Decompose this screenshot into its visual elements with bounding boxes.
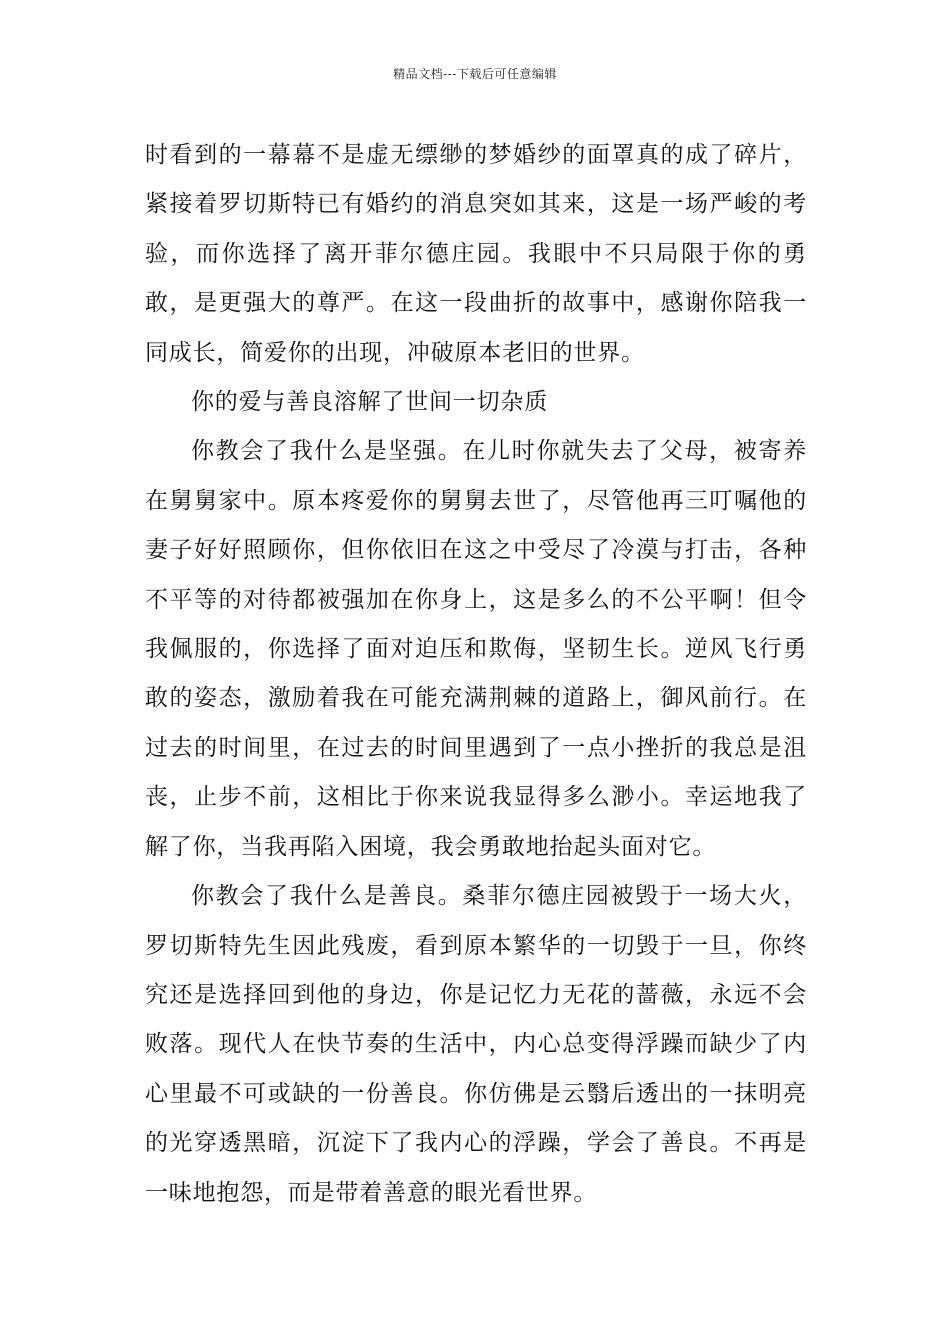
section-heading: 你的爱与善良溶解了世间一切杂质 <box>191 389 548 416</box>
document-body <box>145 131 807 1218</box>
paragraph-3: 你教会了我什么是善良。桑菲尔德庄园被毁于一场大火，罗切斯特先生因此残废，看到原本繁华的一切毁于一旦，你终究还是选择回到他的身边，你是记忆力无花的蔷薇，永远不会败落。现代人在快节奏的生活中，内心总变得浮躁而缺少了内心里最不可或缺的一份善良。你仿佛是云翳后透出的一抹明亮的光穿透黑暗，沉淀下了我内心的浮躁，学会了善良。不再是一味地抱怨，而是带着善意的眼光看世界。 <box>145 883 807 1206</box>
paragraph-1: 时看到的一幕幕不是虚无缥缈的梦婚纱的面罩真的成了碎片，紧接着罗切斯特已有婚约的消息突如其来，这是一场严峻的考验，而你选择了离开菲尔德庄园。我眼中不只局限于你的勇敢，是更强大的尊严。在这一段曲折的故事中，感谢你陪我一同成长，简爱你的出现，冲破原本老旧的世界。 <box>145 142 807 366</box>
page-header: 精品文档---下载后可任意编辑 <box>393 67 557 81</box>
paragraph-2: 你教会了我什么是坚强。在儿时你就失去了父母，被寄养在舅舅家中。原本疼爱你的舅舅去世了，尽管他再三叮嘱他的妻子好好照顾你，但你依旧在这之中受尽了冷漠与打击，各种不平等的对待都被强加在你身上，这是多么的不公平啊！但令我佩服的，你选择了面对迫压和欺侮，坚韧生长。逆风飞行勇敢的姿态，激励着我在可能充满荆棘的道路上，御风前行。在过去的时间里，在过去的时间里遇到了一点小挫折的我总是沮丧，止步不前，这相比于你来说我显得多么渺小。幸运地我了解了你，当我再陷入困境，我会勇敢地抬起头面对它。 <box>145 438 807 860</box>
